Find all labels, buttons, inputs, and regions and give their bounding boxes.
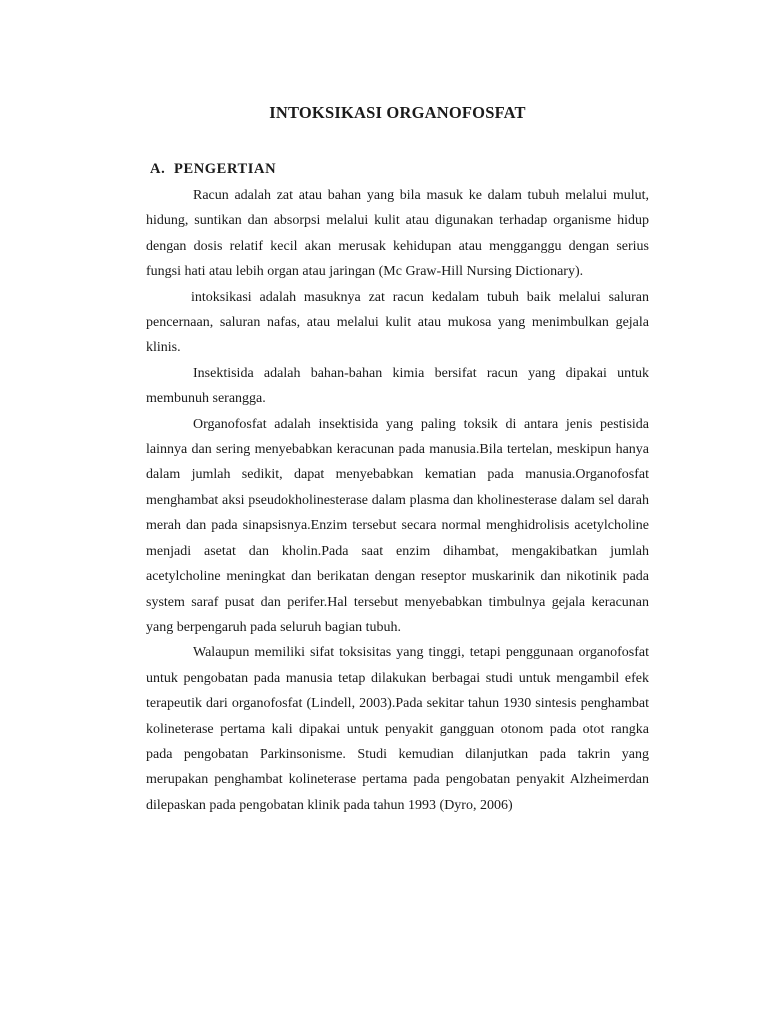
section-number: A. bbox=[150, 161, 166, 177]
section-heading bbox=[150, 161, 276, 178]
paragraph-insektisida: Insektisida adalah bahan-bahan kimia bersifat racun yang dipakai untuk membunuh serangga. bbox=[146, 365, 649, 407]
paragraph-racun: Racun adalah zat atau bahan yang bila masuk ke dalam tubuh melalui mulut, hidung, suntikan dan absorpsi melalui kulit atau digunakan terhadap organisme hidup dengan dosis relatif kecil akan merusak kehidupan atau mengganggu dengan serius fungsi hati atau lebih organ atau jaringan (Mc Graw-Hill Nursing Dictionary). bbox=[146, 188, 649, 280]
paragraph-organofosfat: Organofosfat adalah insektisida yang paling toksik di antara jenis pestisida lainnya dan sering menyebabkan keracunan pada manusia.Bila tertelan, meskipun hanya dalam jumlah sedikit, dapat menyebabkan kematian pada manusia.Organofosfat menghambat aksi pseudokholinesterase dalam plasma dan kholinesterase dalam sel darah merah dan pada sinapsisnya.Enzim tersebut secara normal menghidrolisis acetylcholine menjadi asetat dan kholin.Pada saat enzim dihambat, mengakibatkan jumlah acetylcholine meningkat dan berikatan dengan reseptor muskarinik dan nikotinik pada system saraf pusat dan perifer.Hal tersebut menyebabkan timbulnya gejala keracunan yang berpengaruh pada seluruh bagian tubuh. bbox=[146, 416, 649, 635]
document-body bbox=[146, 183, 649, 818]
paragraph-intoksikasi: intoksikasi adalah masuknya zat racun kedalam tubuh baik melalui saluran pencernaan, saluran nafas, atau melalui kulit atau mukosa yang menimbulkan gejala klinis. bbox=[146, 289, 649, 356]
paragraph-walaupun: Walaupun memiliki sifat toksisitas yang tinggi, tetapi penggunaan organofosfat untuk pengobatan pada manusia tetap dilakukan berbagai studi untuk mengambil efek terapeutik dari organofosfat (Lindell, 2003).Pada sekitar tahun 1930 sintesis penghambat kolineterase pertama kali dipakai untuk penyakit gangguan otonom pada otot rangka pada pengobatan Parkinsonisme. Studi kemudian dilanjutkan pada takrin yang merupakan penghambat kolineterase pertama pada pengobatan penyakit Alzheimerdan dilepaskan pada pengobatan klinik pada tahun 1993 (Dyro, 2006) bbox=[146, 645, 649, 813]
section-heading-text: PENGERTIAN bbox=[174, 161, 277, 177]
document-title: INTOKSIKASI ORGANOFOSFAT bbox=[269, 103, 526, 122]
